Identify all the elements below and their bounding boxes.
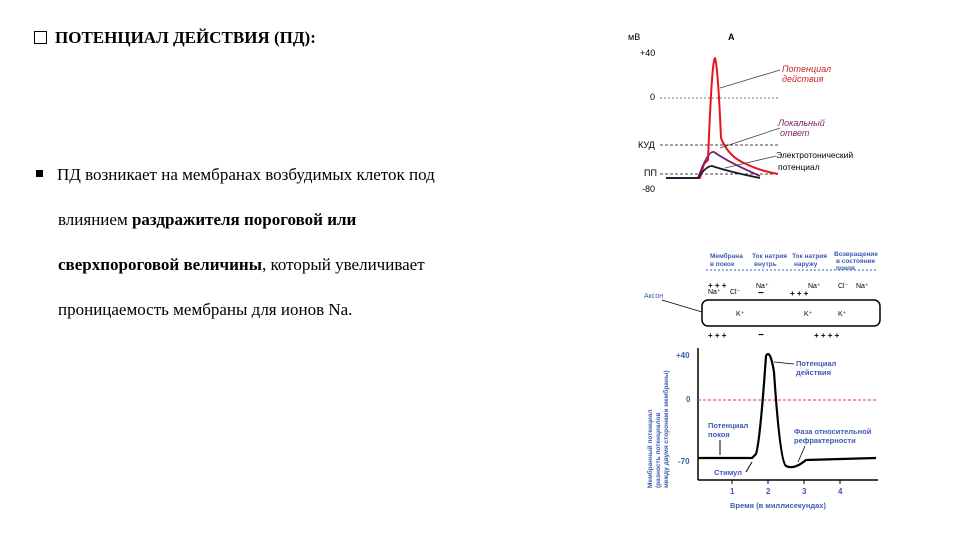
- slide-title: ПОТЕНЦИАЛ ДЕЙСТВИЯ (ПД):: [34, 28, 316, 48]
- action-potential-graph: [640, 342, 890, 514]
- graph-refr-label-1: Фаза относительной: [794, 427, 872, 436]
- unit-label: мВ: [628, 32, 641, 42]
- y-label-minus80: -80: [642, 184, 656, 194]
- svg-text:+ + + +: + + + +: [814, 331, 840, 340]
- header-back-3: покоя: [836, 265, 855, 272]
- svg-text:+ + +: + + +: [790, 289, 809, 298]
- graph-rest-label-1: Потенциал: [708, 421, 749, 430]
- square-bullet-icon: [36, 170, 43, 177]
- header-in-1: Ток натрия: [752, 253, 788, 260]
- ion-k-1: K⁺: [736, 311, 745, 318]
- electro-label-line2: потенциал: [778, 162, 820, 172]
- x-label-1: 1: [730, 487, 735, 496]
- header-rest-2: в покое: [710, 261, 735, 268]
- x-label-2: 2: [766, 487, 771, 496]
- x-axis-label: Время (в миллисекундах): [730, 501, 826, 510]
- y-label-kud: КУД: [638, 140, 655, 150]
- graph-ap-label-2: действия: [796, 368, 831, 377]
- header-back-1: Возвращение: [834, 251, 879, 258]
- y-label-plus40: +40: [676, 351, 690, 360]
- header-out-2: наружу: [794, 261, 818, 268]
- axon-cylinder: [702, 300, 880, 326]
- svg-text:−: −: [758, 330, 764, 340]
- header-back-2: в состояние: [836, 258, 876, 265]
- local-label-line1: Локальный: [778, 118, 825, 128]
- ion-k-2: K⁺: [804, 311, 813, 318]
- checkbox-bullet-icon: [34, 31, 47, 44]
- y-label-pp: ПП: [644, 168, 657, 178]
- local-label-line2: ответ: [780, 128, 810, 138]
- graph-stim-label: Стимул: [714, 468, 742, 477]
- y-label-zero: 0: [686, 395, 691, 404]
- graph-ap-label-1: Потенциал: [796, 359, 837, 368]
- graph-refr-label-2: рефрактерности: [794, 436, 856, 445]
- y-label-zero: 0: [650, 92, 656, 102]
- header-in-2: внутрь: [754, 261, 777, 268]
- ion-na-1: Na⁺: [708, 289, 721, 296]
- ion-na-3: Na⁺: [808, 283, 821, 290]
- ap-graph-curve: [698, 354, 876, 467]
- axon-label: Аксон: [644, 293, 664, 300]
- ap-label-line1: Потенциал: [782, 64, 832, 74]
- x-label-3: 3: [802, 487, 807, 496]
- ion-na-2: Na⁺: [756, 283, 769, 290]
- y-axis-label-2: (разность потенциалов: [655, 412, 662, 488]
- header-out-1: Ток натрия: [792, 253, 828, 260]
- y-axis-label-3: между двумя сторонами мембраны): [663, 370, 670, 488]
- graph-rest-label-2: покоя: [708, 430, 730, 439]
- axon-figure: [640, 248, 890, 340]
- ap-label-line2: действия: [782, 74, 824, 84]
- y-label-plus40: +40: [640, 48, 656, 58]
- y-label-minus70: -70: [678, 457, 690, 466]
- panel-label: А: [728, 32, 735, 42]
- bullet-paragraph: ПД возникает на мембранах возбудимых клеток под влиянием раздражителя пороговой или сверхпороговой величины, который увеличивает проницаемость мембраны для ионов Na.: [36, 152, 516, 332]
- ion-cl-1: Cl⁻: [730, 289, 741, 296]
- y-axis-label-1: Мембранный потенциал: [647, 409, 654, 488]
- svg-text:+ + +: + + +: [708, 281, 727, 290]
- ion-cl-2: Cl⁻: [838, 283, 849, 290]
- svg-text:+ + +: + + +: [708, 331, 727, 340]
- potential-types-figure: [620, 28, 880, 198]
- svg-text:−: −: [758, 288, 764, 299]
- electro-label-line1: Электротонический: [776, 150, 854, 160]
- ion-k-3: K⁺: [838, 311, 847, 318]
- header-rest-1: Мембрана: [710, 253, 743, 260]
- ion-na-4: Na⁺: [856, 283, 869, 290]
- electrotonic-curve: [666, 166, 760, 178]
- x-label-4: 4: [838, 487, 843, 496]
